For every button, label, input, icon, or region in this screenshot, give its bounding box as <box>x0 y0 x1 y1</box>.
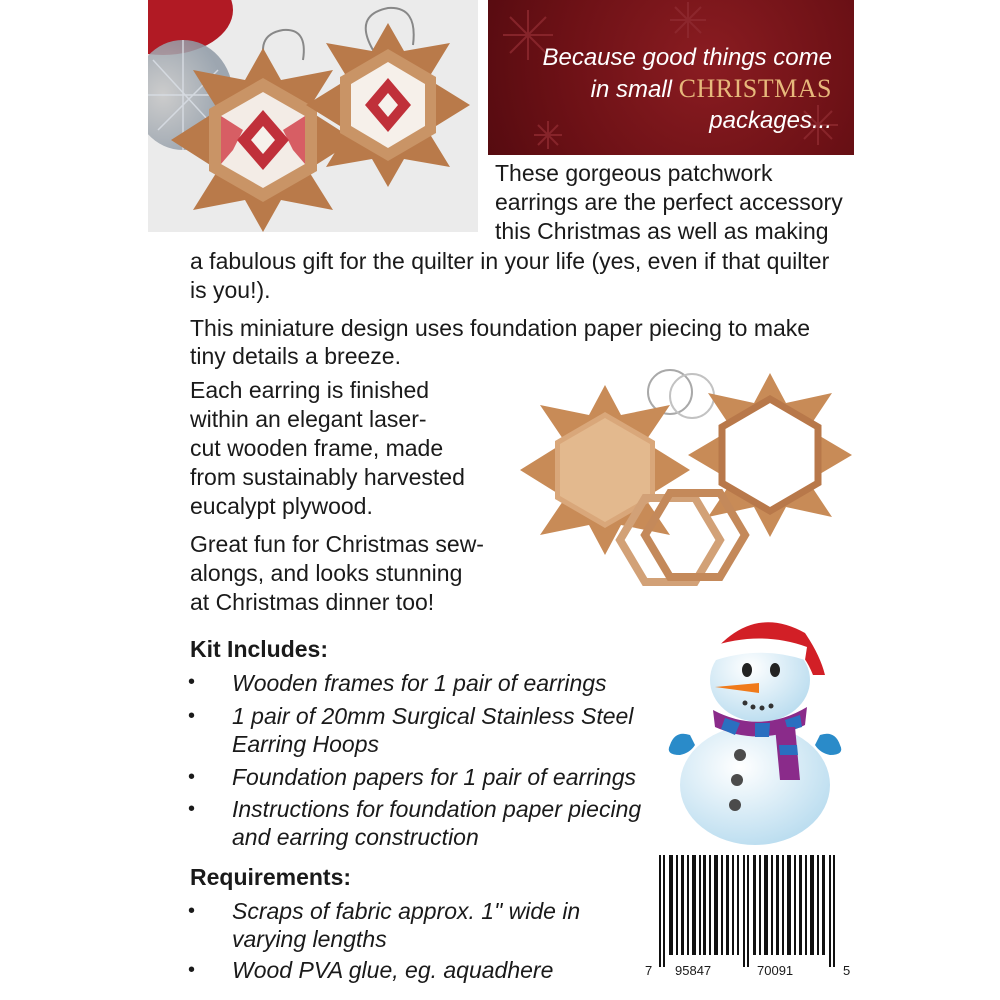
intro-line: this Christmas as well as making <box>495 218 829 244</box>
kit-item: Foundation papers for 1 pair of earrings <box>232 764 637 790</box>
barcode <box>645 855 855 980</box>
bullet-icon: • <box>188 671 196 693</box>
banner-line-1: Because good things come <box>542 44 832 71</box>
intro-line: earrings are the perfect accessory <box>495 189 843 215</box>
wooden-frames-photo <box>520 360 860 600</box>
banner-line-2-prefix: in small <box>590 76 679 103</box>
intro-line: These gorgeous patchwork <box>495 160 773 186</box>
earrings-photo <box>148 0 478 232</box>
requirements-title: Requirements: <box>190 864 352 890</box>
banner-line-3: packages... <box>709 107 832 134</box>
barcode-digit-last: 5 <box>843 963 851 978</box>
requirement-item: Wood PVA glue, eg. aquadhere <box>232 957 554 983</box>
frame-line: eucalypt plywood. <box>190 493 373 519</box>
promo-banner <box>488 0 854 155</box>
banner-accent-word: CHRISTMAS <box>678 74 832 103</box>
intro-line: is you!). <box>190 277 271 303</box>
kit-item: Wooden frames for 1 pair of earrings <box>232 670 607 696</box>
barcode-group-1: 95847 <box>675 963 712 978</box>
bullet-icon: • <box>188 798 196 820</box>
snowman-illustration <box>655 615 855 850</box>
miniature-line: tiny details a breeze. <box>190 343 401 369</box>
banner-tagline <box>492 42 832 136</box>
bullet-icon: • <box>188 900 196 922</box>
fun-line: alongs, and looks stunning <box>190 560 463 586</box>
kit-item: Earring Hoops <box>232 731 380 757</box>
requirement-item: Scraps of fabric approx. 1" wide in <box>232 898 581 924</box>
kit-item: 1 pair of 20mm Surgical Stainless Steel <box>232 703 634 729</box>
kit-item: and earring construction <box>232 824 479 850</box>
frame-line: cut wooden frame, made <box>190 435 444 461</box>
barcode-digit-first: 7 <box>645 963 653 978</box>
frame-line: from sustainably harvested <box>190 464 465 490</box>
miniature-line: This miniature design uses foundation paper piecing to make <box>190 315 811 341</box>
frame-line: within an elegant laser- <box>190 406 427 432</box>
frame-line: Each earring is finished <box>190 377 430 403</box>
intro-line: a fabulous gift for the quilter in your life (yes, even if that quilter <box>190 248 830 274</box>
bullet-icon: • <box>188 766 196 788</box>
barcode-bars <box>645 855 855 967</box>
bullet-icon: • <box>188 959 196 981</box>
fun-line: at Christmas dinner too! <box>190 589 435 615</box>
bullet-icon: • <box>188 705 196 727</box>
kit-item: Instructions for foundation paper piecing <box>232 796 642 822</box>
barcode-group-2: 70091 <box>757 963 794 978</box>
banner-line-2 <box>492 73 832 105</box>
kit-title: Kit Includes: <box>190 636 329 662</box>
fun-line: Great fun for Christmas sew- <box>190 531 484 557</box>
requirement-item: varying lengths <box>232 926 387 952</box>
